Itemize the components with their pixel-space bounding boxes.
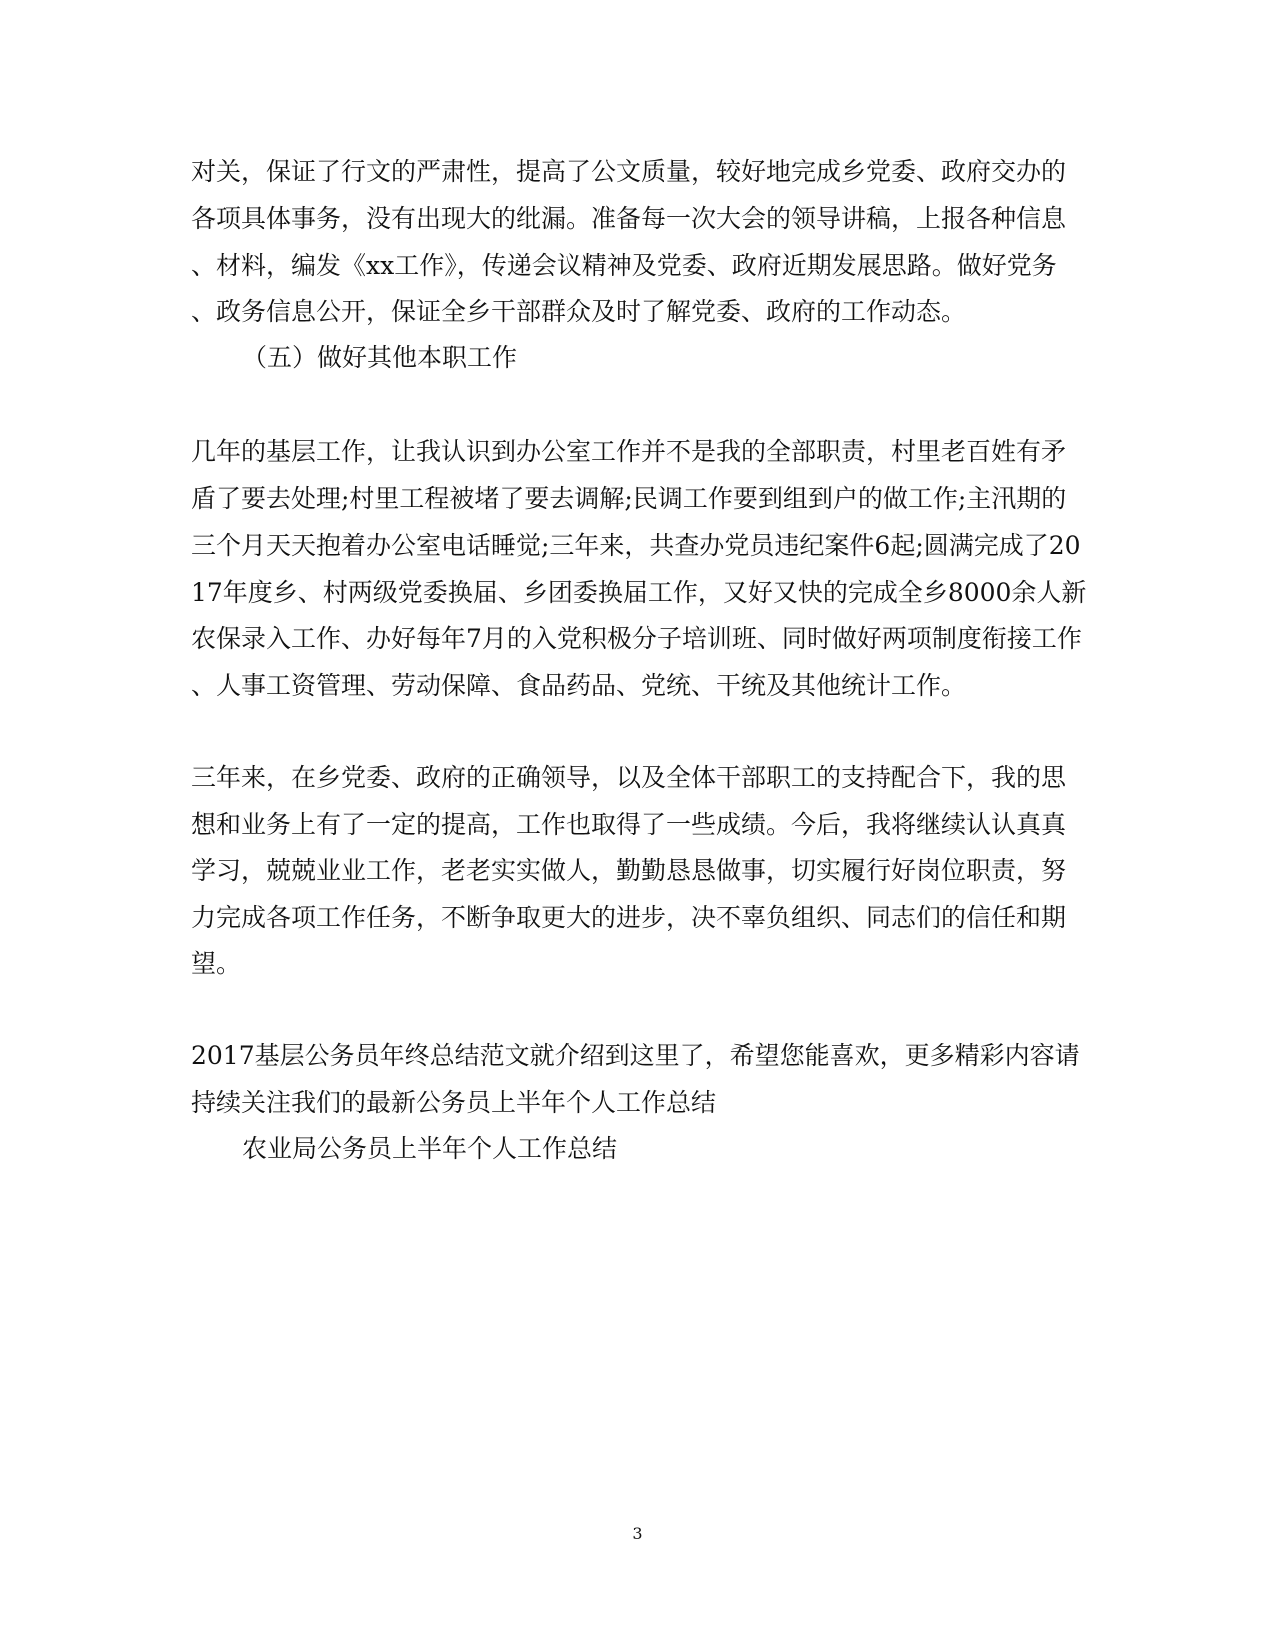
paragraph-2-line-6: 、人事工资管理、劳动保障、食品药品、党统、干统及其他统计工作。 [191,671,967,700]
paragraph-2-line-3: 三个月天天抱着办公室电话睡觉;三年来，共查办党员违纪案件6起;圆满完成了20 [191,531,1081,560]
section-heading-5: （五）做好其他本职工作 [242,343,518,372]
paragraph-1-line-4: 、政务信息公开，保证全乡干部群众及时了解党委、政府的工作动态。 [191,297,967,326]
paragraph-1-line-3: 、材料，编发《xx工作》，传递会议精神及党委、政府近期发展思路。做好党务 [191,251,1057,280]
paragraph-3-line-5: 望。 [191,949,242,978]
paragraph-1-line-2: 各项具体事务，没有出现大的纰漏。准备每一次大会的领导讲稿，上报各种信息 [191,204,1067,233]
paragraph-3-line-4: 力完成各项工作任务，不断争取更大的进步，决不辜负组织、同志们的信任和期 [191,903,1067,932]
paragraph-4-line-2: 持续关注我们的最新公务员上半年个人工作总结 [191,1088,717,1117]
page-number: 3 [632,1524,643,1543]
paragraph-3-line-1: 三年来，在乡党委、政府的正确领导，以及全体干部职工的支持配合下，我的思 [191,763,1067,792]
paragraph-2-line-4: 17年度乡、村两级党委换届、乡团委换届工作，又好又快的完成全乡8000余人新 [191,578,1087,607]
paragraph-1-line-1: 对关，保证了行文的严肃性，提高了公文质量，较好地完成乡党委、政府交办的 [191,157,1067,186]
related-article-title: 农业局公务员上半年个人工作总结 [242,1134,618,1163]
paragraph-4-line-1: 2017基层公务员年终总结范文就介绍到这里了，希望您能喜欢，更多精彩内容请 [191,1041,1080,1070]
paragraph-3-line-2: 想和业务上有了一定的提高，工作也取得了一些成绩。今后，我将继续认认真真 [191,810,1067,839]
paragraph-3-line-3: 学习，兢兢业业工作，老老实实做人，勤勤恳恳做事，切实履行好岗位职责，努 [191,856,1067,885]
paragraph-2-line-5: 农保录入工作、办好每年7月的入党积极分子培训班、同时做好两项制度衔接工作 [191,624,1082,653]
paragraph-2-line-1: 几年的基层工作，让我认识到办公室工作并不是我的全部职责，村里老百姓有矛 [191,437,1067,466]
paragraph-2-line-2: 盾了要去处理;村里工程被堵了要去调解;民调工作要到组到户的做工作;主汛期的 [191,484,1067,513]
